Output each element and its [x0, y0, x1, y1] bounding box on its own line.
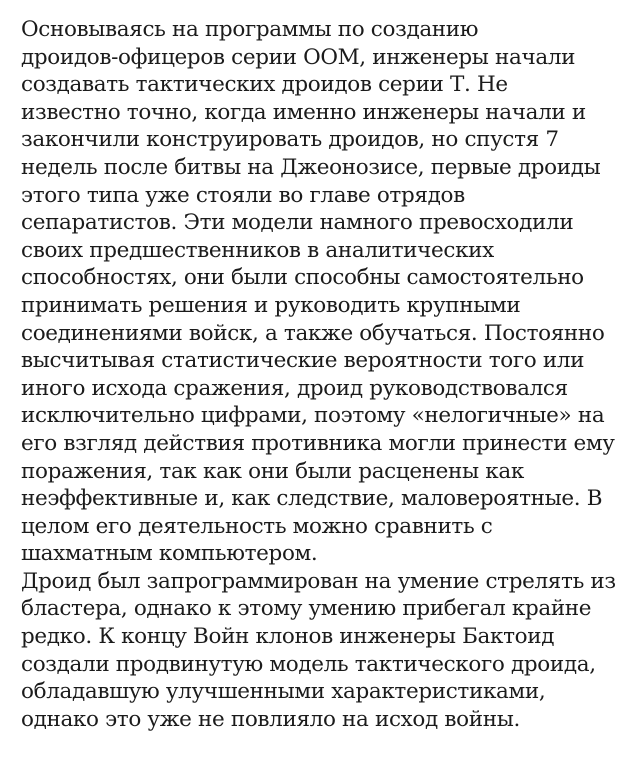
text-line: создавать тактических дроидов серии Т. Не [21, 72, 508, 98]
text-line: бластера, однако к этому умению прибегал крайне [21, 596, 592, 622]
text-line: неэффективные и, как следствие, маловероятные. В [21, 486, 603, 512]
text-line: недель после битвы на Джеонозисе, первые дроиды [21, 154, 601, 180]
text-line: целом его деятельность можно сравнить с [21, 513, 493, 539]
text-line: его взгляд действия противника могли принести ему [21, 430, 615, 456]
text-line: способностях, они были способны самостоятельно [21, 265, 584, 291]
text-line: редко. К концу Войн клонов инженеры Бактоид [21, 624, 555, 650]
text-line: однако это уже не повлияло на исход войны. [21, 706, 520, 732]
text-line: создали продвинутую модель тактического дроида, [21, 651, 596, 677]
text-line: соединениями войск, а также обучаться. Постоянно [21, 320, 605, 346]
paragraph-2 [21, 568, 636, 734]
text-line: высчитывая статистические вероятности того или [21, 348, 585, 374]
text-line: шахматным компьютером. [21, 541, 318, 567]
text-line: Основываясь на программы по созданию [21, 17, 479, 42]
text-line: своих предшественников в аналитических [21, 237, 494, 263]
text-line: известно точно, когда именно инженеры начали и [21, 99, 586, 125]
text-line: сепаратистов. Эти модели намного превосходили [21, 210, 574, 236]
text-line: исключительно цифрами, поэтому «нелогичные» на [21, 403, 605, 429]
text-line: этого типа уже стояли во главе отрядов [21, 182, 465, 208]
text-line: обладавшую улучшенными характеристиками, [21, 679, 546, 705]
text-line: дроидов-офицеров серии ООМ, инженеры начали [21, 44, 576, 70]
text-line: принимать решения и руководить крупными [21, 292, 521, 318]
paragraph-1 [21, 16, 636, 568]
text-line: закончили конструировать дроидов, но спустя 7 [21, 127, 559, 153]
text-line: поражения, так как они были расценены как [21, 458, 524, 484]
text-line: Дроид был запрограммирован на умение стрелять из [21, 568, 616, 594]
text-line: иного исхода сражения, дроид руководствовался [21, 375, 568, 401]
